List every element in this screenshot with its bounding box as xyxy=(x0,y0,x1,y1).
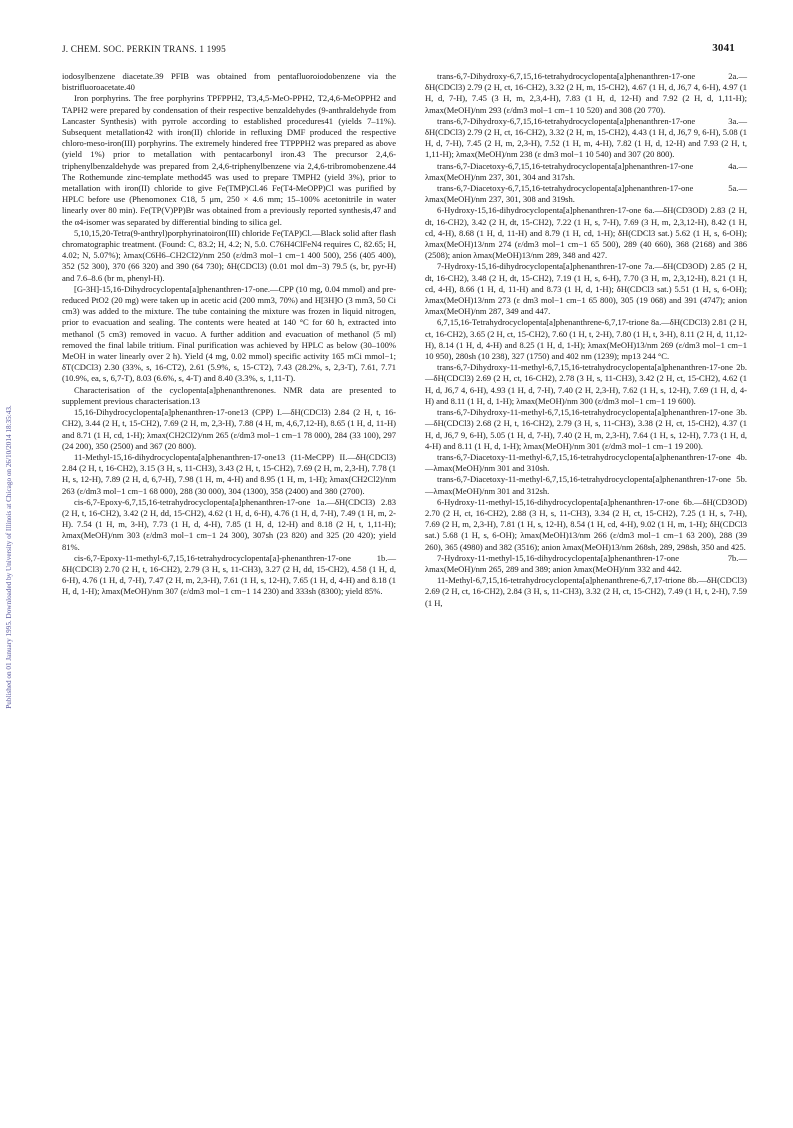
paragraph: iodosylbenzene diacetate.39 PFIB was obtained from pentafluoroiodobenzene via the bistrifluoroacetate.40 xyxy=(62,71,396,93)
paragraph: trans-6,7-Dihydroxy-6,7,15,16-tetrahydrocyclopenta[a]phenanthren-17-one 2a.—δH(CDCl3) 2.79 (2 H, ct, 16-CH2), 3.32 (2 H, m, 15-CH2), 4.67 (1 H, d, J6,7 4, 6-H), 4.97 (1 H, d, 7-H), 7.45 (3 H, m, 2,3,4-H), 7.83 (1 H, d, 12-H) and 7.92 (2 H, d, 1,11-H); λmax(MeOH)/nm 293 (ε/dm3 mol−1 cm−1 10 520) and 308 (20 770). xyxy=(425,71,747,115)
paragraph: 6,7,15,16-Tetrahydrocyclopenta[a]phenanthrene-6,7,17-trione 8a.—δH(CDCl3) 2.81 (2 H, ct, 16-CH2), 3.65 (2 H, ct, 15-CH2), 7.60 (1 H, t, 2-H), 7.80 (1 H, t, 3-H), 8.11 (2 H, d, 11,12-H), 8.14 (1 H, d, 4-H) and 8.25 (1 H, d, 1-H); λmax(MeOH)13/nm 269 (ε/dm3 mol−1 cm−1 10 950), 280sh (10 238), 327 (1750) and 402 nm (1239); mp13 244 °C. xyxy=(425,317,747,362)
left-column xyxy=(62,71,396,598)
paragraph: 7-Hydroxy-15,16-dihydrocyclopenta[a]phenanthren-17-one 7a.—δH(CD3OD) 2.85 (2 H, dt, 16-CH2), 3.48 (2 H, dt, 15-CH2), 7.19 (1 H, s, 6-H), 7.70 (3 H, m, 2,3,12-H), 8.21 (1 H, cd, 4-H), 8.66 (1 H, d, 11-H) and 8.73 (1 H, d, 1-H); δH(CDCl3 sat.) 5.51 (1 H, s, 6-OH); λmax(MeOH)13/nm 273 (ε dm3 mol−1 cm−1 65 800), 305 (19 068) and 391 (4747); anion λmax(MeOH)/nm 287, 349 and 447. xyxy=(425,261,747,317)
paragraph: cis-6,7-Epoxy-6,7,15,16-tetrahydrocyclopenta[a]phenanthren-17-one 1a.—δH(CDCl3) 2.83 (2 H, t, 16-CH2), 3.42 (2 H, dd, 15-CH2), 4.62 (1 H, d, 6-H), 4.76 (1 H, d, 7-H), 7.49 (1 H, m, 2-H). 7.54 (1 H, m, 3-H), 7.73 (1 H, d, 4-H), 7.85 (1 H, d, 12-H) and 8.18 (2 H, t, 1,11-H); λmax(MeOH)/nm 303 (ε/dm3 mol−1 cm−1 24 300), 307sh (23 820) and 325 (20 420); yield 81%. xyxy=(62,496,396,552)
paragraph: trans-6,7-Dihydroxy-6,7,15,16-tetrahydrocyclopenta[a]phenanthren-17-one 3a.—δH(CDCl3) 2.79 (2 H, ct, 16-CH2), 3.32 (2 H, m, 15-CH2), 4.43 (1 H, d, J6,7 9, 6-H), 5.08 (1 H, d, 7-H), 7.45 (2 H, m, 2,3-H), 7.52 (1 H, m, 4-H), 7.82 (1 H, d, 12-H) and 7.93 (2 H, t, 1,11-H); λmax(MeOH)/nm 238 (ε dm3 mol−1 10 540) and 307 (20 800). xyxy=(425,115,747,160)
paragraph: Iron porphyrins. The free porphyrins TPFPPH2, T3,4,5-MeO-PPH2, T2,4,6-MeOPPH2 and TAPH2 were prepared by condensation of their respective benzaldehydes (9-anthraldehyde from Lancaster Synthesis) with pyrrole according to established procedures41 (yields 7–11%). Subsequent metallation42 with iron(II) chloride in refluxing DMF produced the respective chloro-meso-iron(III) porphyrins. The extremely hindered free TTPPPH2 was prepared as above (yield 1%) prior to metallation with pentacarbonyl iron.43 The precursor 2,4,6-triphenylbenzaldehyde was prepared from 2,4,6-triphenylbenzene via 2,4,6-tribromobenzene.44 The Rothemunde zinc-template method45 was used to prepare TMPH2 (yield 3%), prior to metallation with iron(II) chloride to give Fe(TMP)Cl.46 Fe(T4-MeOPP)Cl was purified by HPLC before use (Phenomonex C18, 5 μm, 250 × 4.6 mm; 15–100% acetonitrile in water linearly over 80 min). Fe(TP(V)PP)Br was obtained from a previously reported synthesis,47 and the α4-isomer was separated by differential binding to silica gel. xyxy=(62,93,396,227)
paragraph: cis-6,7-Epoxy-11-methyl-6,7,15,16-tetrahydrocyclopenta[a]-phenanthren-17-one 1b.—δH(CDCl3) 2.70 (2 H, t, 16-CH2), 2.79 (3 H, s, 11-CH3), 3.27 (2 H, dd, 15-CH2), 4.58 (1 H, d, 6-H), 4.76 (1 H, d, 7-H), 7.47 (2 H, m, 2,3-H), 7.61 (1 H, s, 12-H), 7.65 (1 H, d, 4-H) and 8.18 (1 H, d, 1-H); λmax(MeOH)/nm 307 (ε/dm3 mol−1 cm−1 14 230) and 333sh (8300); yield 85%. xyxy=(62,552,396,597)
right-column xyxy=(425,71,747,609)
paragraph: 11-Methyl-6,7,15,16-tetrahydrocyclopenta[a]phenanthrene-6,7,17-trione 8b.—δH(CDCl3) 2.69 (2 H, ct, 16-CH2), 2.84 (3 H, s, 11-CH3), 3.32 (2 H, ct, 15-CH2), 7.49 (1 H, t, 2-H), 7.59 (1 H, xyxy=(425,575,747,608)
journal-header: J. CHEM. SOC. PERKIN TRANS. 1 1995 xyxy=(62,44,226,54)
paragraph: 5,10,15,20-Tetra(9-anthryl)porphyrinatoiron(III) chloride Fe(TAP)Cl.—Black solid after flash chromatographic treatment. (Found: C, 83.2; H, 4.2; N, 5.0. C76H4ClFeN4 requires C, 82.65; H, 4.02; N, 5.07%); λmax(C6H6–CH2Cl2)/nm 250 (ε/dm3 mol−1 cm−1 400 500), 256 (405 400), 352 (52 300), 370 (66 320) and 390 (64 730); δH(CDCl3) (0.01 mol dm−3) 79.5 (s, br, pyr-H) and 7.6–8.6 (br m, phenyl-H). xyxy=(62,227,396,283)
paragraph: trans-6,7-Diacetoxy-11-methyl-6,7,15,16-tetrahydrocyclopenta[a]phenanthren-17-one 4b.—λmax(MeOH)/nm 301 and 310sh. xyxy=(425,451,747,474)
paragraph: trans-6,7-Diacetoxy-11-methyl-6,7,15,16-tetrahydrocyclopenta[a]phenanthren-17-one 5b.—λmax(MeOH)/nm 301 and 312sh. xyxy=(425,474,747,496)
running-header xyxy=(62,44,735,58)
paragraph: trans-6,7-Dihydroxy-11-methyl-6,7,15,16-tetrahydrocyclopenta[a]phenanthren-17-one 2b.—δH(CDCl3) 2.69 (2 H, ct, 16-CH2), 2.78 (3 H, s, 11-CH3), 3.42 (2 H, ct, 15-CH2), 4.62 (1 H, d, J6,7 4, 6-H), 4.93 (1 H, d, 7-H), 7.40 (2 H, 2,3-H), 7.62 (1 H, s, 12-H), 7.69 (1 H, d, 4-H) and 8.11 (1 H, d, 1-H); λmax(MeOH)/nm 300 (ε/dm3 mol−1 cm−1 19 600). xyxy=(425,362,747,406)
paragraph: 11-Methyl-15,16-dihydrocyclopenta[a]phenanthren-17-one13 (11-MeCPP) II.—δH(CDCl3) 2.84 (2 H, t, 16-CH2), 3.15 (3 H, s, 11-CH3), 3.43 (2 H, t, 15-CH2), 7.69 (2 H, m, 2,3-H), 7.78 (1 H, s, 12-H), 7.89 (2 H, d, 6,7-H), 7.98 (1 H, m, 4-H) and 8.95 (1 H, m, 1-H); λmax(CH2Cl2)/nm 263 (ε/dm3 mol−1 cm−1 68 000), 288 (30 000), 304 (1300), 358 (2400) and 380 (2700). xyxy=(62,451,396,496)
paragraph: 15,16-Dihydrocyclopenta[a]phenanthren-17-one13 (CPP) I.—δH(CDCl3) 2.84 (2 H, t, 16-CH2), 3.44 (2 H, t, 15-CH2), 7.69 (2 H, m, 2,3-H), 7.88 (4 H, m, 4,6,7,12-H), 8.65 (1 H, d, 11-H) and 8.71 (1 H, cd, 1-H); λmax(CH2Cl2)/nm 265 (ε/dm3 mol−1 cm−1 78 000), 284 (33 100), 297 (24 200), 350 (2500) and 367 (20 800). xyxy=(62,407,396,451)
paragraph: trans-6,7-Diacetoxy-6,7,15,16-tetrahydrocyclopenta[a]phenanthren-17-one 4a.—λmax(MeOH)/nm 237, 301, 304 and 317sh. xyxy=(425,160,747,182)
paragraph: 6-Hydroxy-15,16-dihydrocyclopenta[a]phenanthren-17-one 6a.—δH(CD3OD) 2.83 (2 H, dt, 16-CH2), 3.42 (2 H, dt, 15-CH2), 7.22 (1 H, s, 7-H), 7.69 (3 H, m, 2,3,12-H), 8.42 (1 H, cd, 4-H), 8.68 (1 H, d, 11-H) and 8.79 (1 H, cd, 1-H); δH(CDCl3 sat.) 5.62 (1 H, s, 6-OH); λmax(MeOH)13/nm 274 (ε/dm3 mol−1 cm−1 65 500), 289 (40 660), 368 (2168) and 386 (2508); anion λmax(MeOH)13/nm 289, 348 and 427. xyxy=(425,205,747,261)
paragraph: 7-Hydroxy-11-methyl-15,16-dihydrocyclopenta[a]phenanthren-17-one 7b.—λmax(MeOH)/nm 265, 289 and 389; anion λmax(MeOH)/nm 332 and 442. xyxy=(425,552,747,574)
paragraph: trans-6,7-Dihydroxy-11-methyl-6,7,15,16-tetrahydrocyclopenta[a]phenanthren-17-one 3b.—δH(CDCl3) 2.68 (2 H, t, 16-CH2), 2.79 (3 H, s, 11-CH3), 3.38 (2 H, ct, 15-CH2), 4.37 (1 H, d, J6,7 9, 6-H), 5.05 (1 H, d, 7-H), 7.40 (2 H, m, 2,3-H), 7.64 (1 H, s, 12-H), 7.73 (1 H, d, 4-H) and 8.11 (1 H, d, 1-H); λmax(MeOH)/nm 301 (ε/dm3 mol−1 cm−1 19 200). xyxy=(425,407,747,451)
paragraph: trans-6,7-Diacetoxy-6,7,15,16-tetrahydrocyclopenta[a]phenanthren-17-one 5a.—λmax(MeOH)/nm 237, 301, 308 and 319sh. xyxy=(425,183,747,205)
paragraph: 6-Hydroxy-11-methyl-15,16-dihydrocyclopenta[a]phenanthren-17-one 6b.—δH(CD3OD) 2.70 (2 H, ct, 16-CH2), 2.88 (3 H, s, 11-CH3), 3.34 (2 H, ct, 15-CH2), 7.25 (1 H, s, 7-H), 7.69 (2 H, m, 2,3-H), 7.81 (1 H, s, 12-H), 8.54 (1 H, cd, 4-H), 9.02 (1 H, m, 1-H); δH(CDCl3 sat.) 5.68 (1 H, s, 6-OH); λmax(MeOH)13/nm 266 (ε/dm3 mol−1 cm−1 63 200), 288 (39 260), 365 (4980) and 382 (3516); anion λmax(MeOH)13/nm 268sh, 289, 298sh, 350 and 425. xyxy=(425,496,747,552)
page-number: 3041 xyxy=(712,42,735,54)
paragraph: [G-3H]-15,16-Dihydrocyclopenta[a]phenanthren-17-one.—CPP (10 mg, 0.04 mmol) and pre-reduced PtO2 (20 mg) were taken up in acetic acid (200 mm3, 70%) and H[3H]O (3 mm3, 50 Ci cm3) was added to the mixture. The tube containing the mixture was frozen in liquid nitrogen, prior to evacuation and sealing. The contents were heated at 140 °C for 60 h, extracted into methanol (5 cm3) removed in vacuo. A further addition and evacuation of methanol (5 ml) removed the final labile tritium. Final purification was achieved by HPLC as below (30–100% MeOH in water linearly over 2 h). Yield (4 mg, 0.02 mmol) specific activity 165 mCi mmol−1; δT(CDCl3) 2.30 (33%, s, 16-CT2), 2.61 (5.9%, s, 15-CT2), 7.43 (28.2%, s, 2,3-T), 7.61, 7.71 (10.9%, ea, s, 6,7-T), 8.03 (6.6%, s, 4-T) and 8.40 (3.3%, s, 1,11-T). xyxy=(62,283,396,384)
download-watermark-text: Published on 01 January 1995. Downloaded by University of Illinois at Chicago on 26/10/2014 18:35:43. xyxy=(5,405,13,709)
paragraph: Characterisation of the cyclopenta[a]phenanthrenones. NMR data are presented to supplement previous characterisation.13 xyxy=(62,384,396,406)
download-watermark xyxy=(2,180,16,940)
